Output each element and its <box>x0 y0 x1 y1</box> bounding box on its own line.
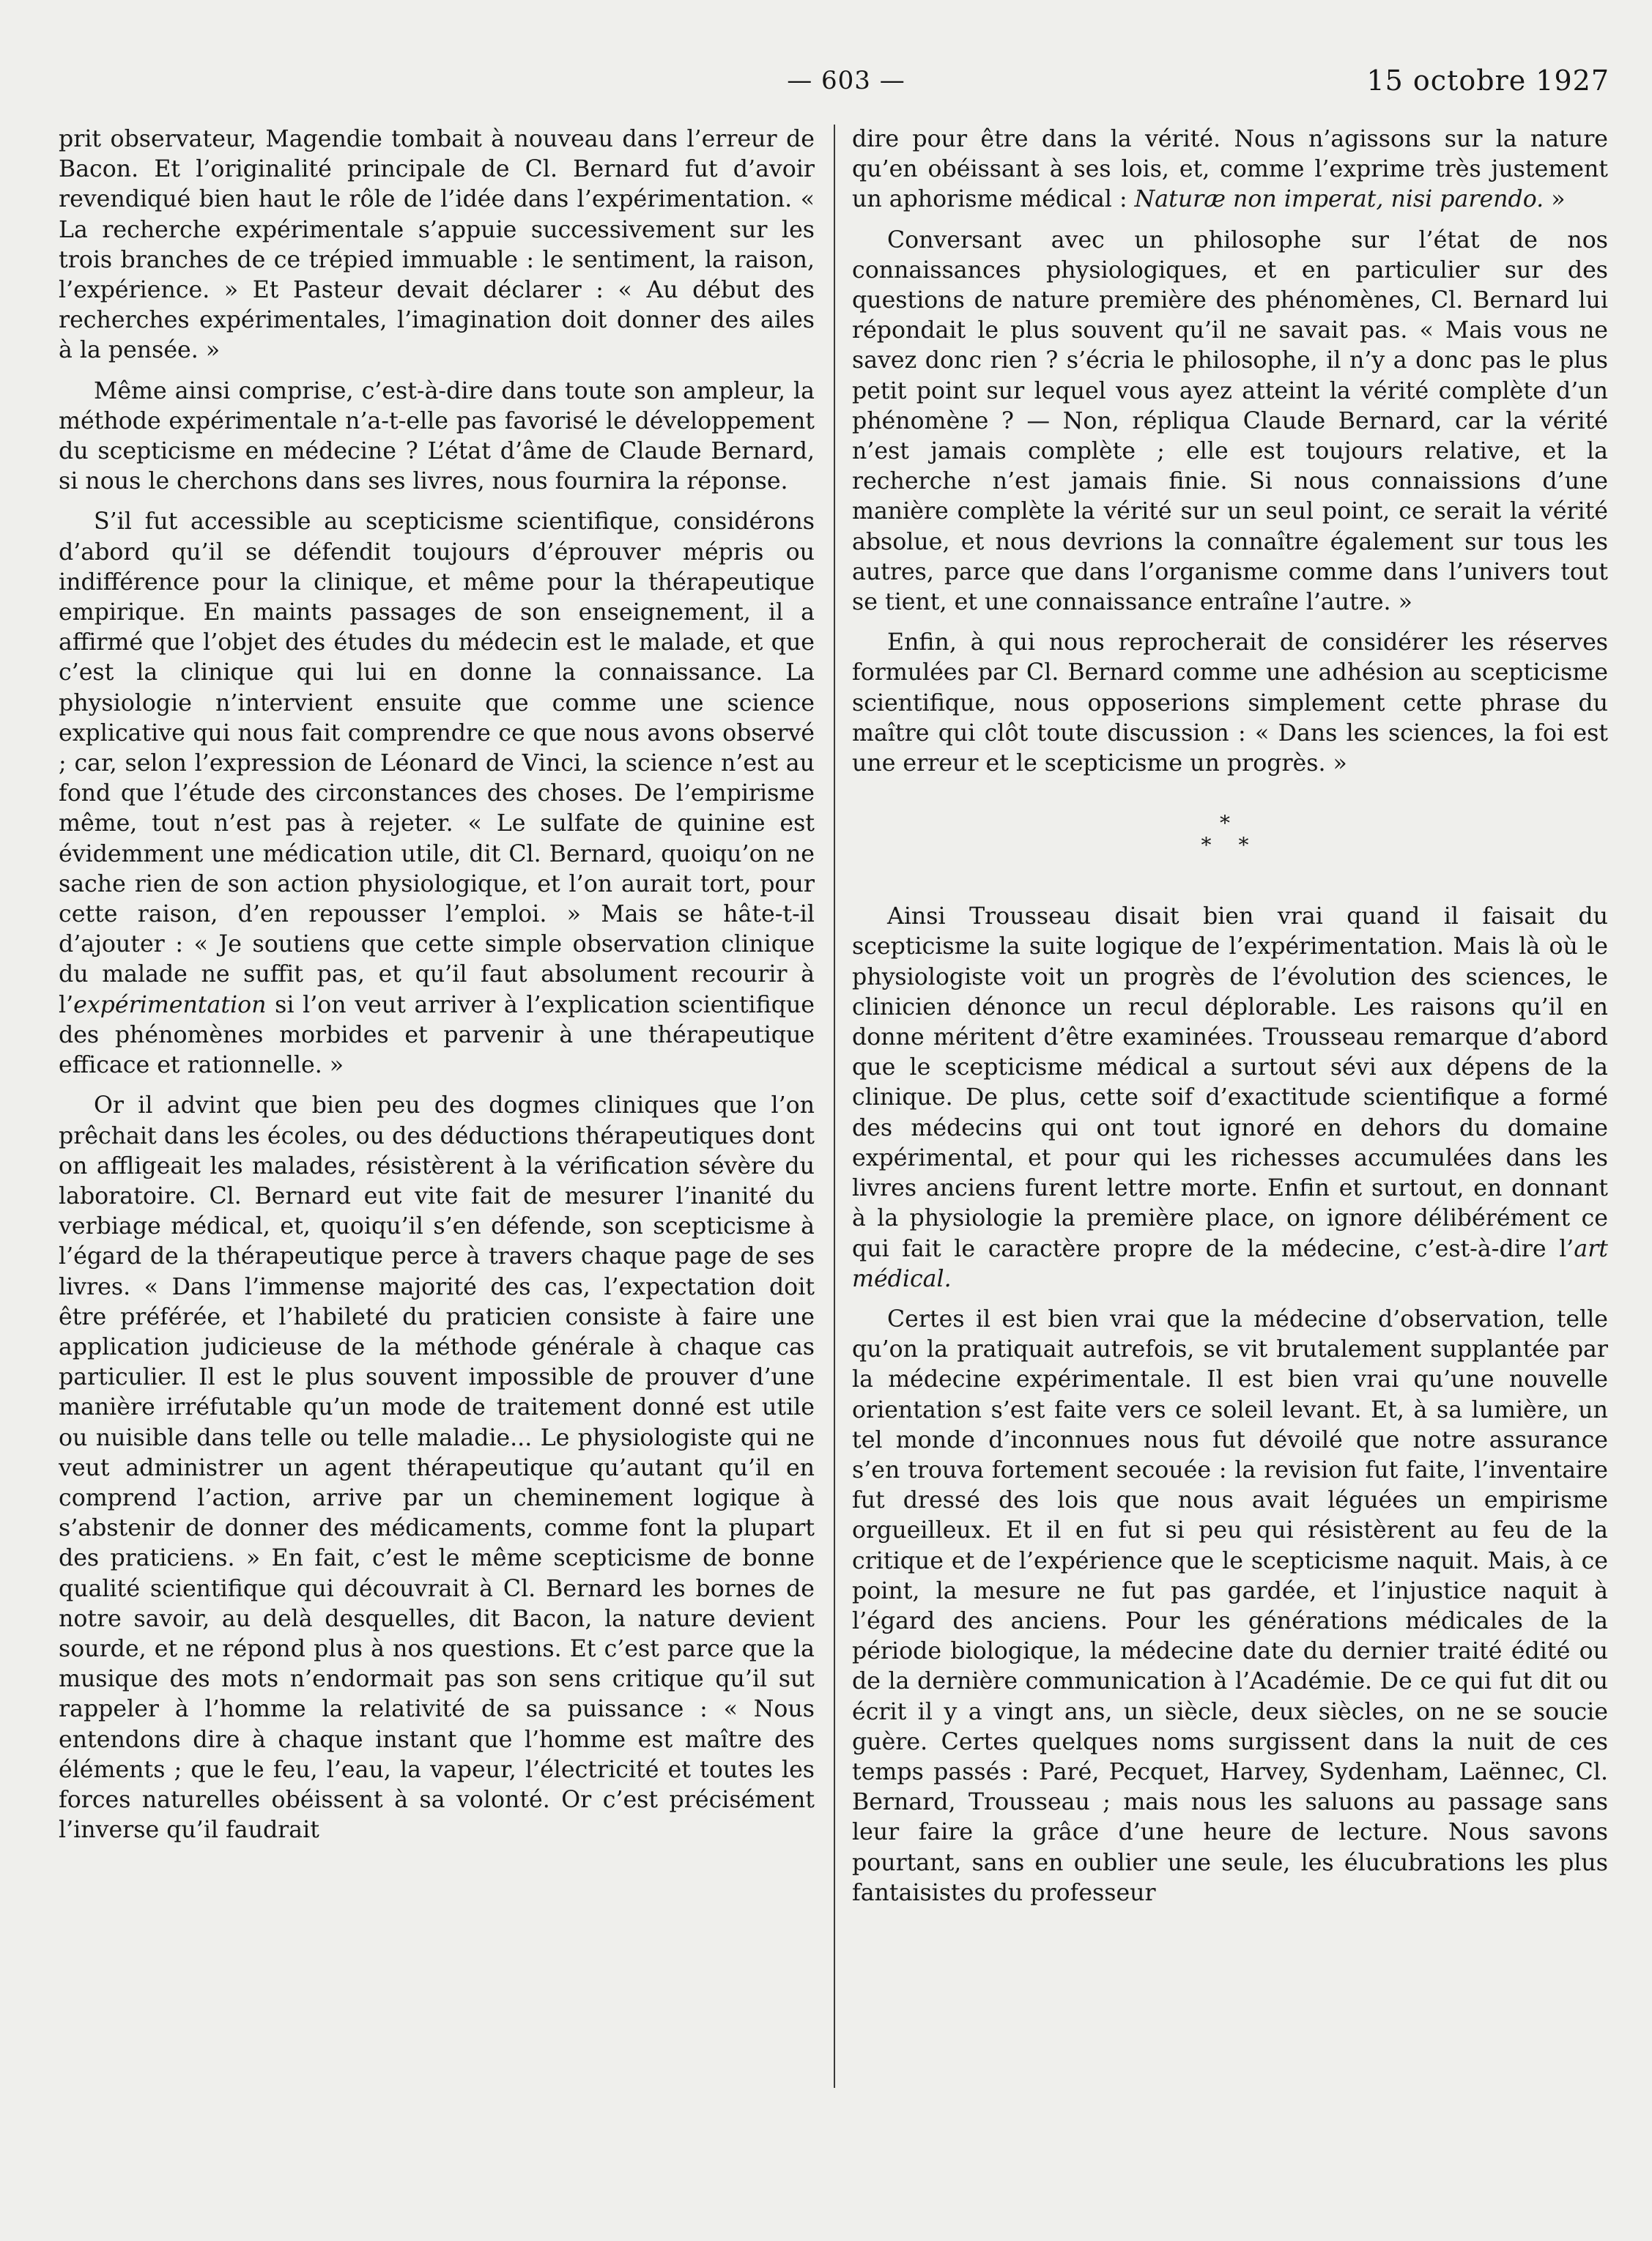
italic-term: expérimentation <box>73 991 267 1018</box>
column-divider <box>834 125 835 2088</box>
paragraph-text: Ainsi Trousseau disait bien vrai quand il faisait du scepticisme la suite logique de l’expérimentation. Mais là où le physiologiste voit un progrès de l’évolution des sciences, le clinicien dénonce un recul déplorable. Les raisons qu’il en donne méritent d’être examinées. Trousseau remarque d’abord que le scepticisme médical a surtout sévi aux dépens de la clinique. De plus, cette soif d’exactitude scientifique a formé des médecins qui ont tout ignoré en dehors du domaine expérimental, et pour qui les richesses accumulées dans les livres anciens furent lettre morte. Enfin et surtout, en donnant à la physiologie la première place, on ignore délibérément ce qui fait le caractère propre de la médecine, c’est-à-dire l’ <box>852 903 1608 1262</box>
page-header <box>0 0 1652 110</box>
paragraph: Enfin, à qui nous reprocherait de considérer les réserves formulées par Cl. Bernard comme une adhésion au scepticisme scientifique, nous opposerions simplement cette phrase du maître qui clôt toute discussion : « Dans les sciences, la foi est une erreur et le scepticisme un progrès. » <box>852 629 1608 777</box>
right-column <box>852 125 1608 2218</box>
paragraph: Conversant avec un philosophe sur l’état de nos connaissances physiologiques, et en particulier sur des questions de nature première des phénomènes, Cl. Bernard lui répondait le plus souvent qu’il ne savait pas. « Mais vous ne savez donc rien ? s’écria le philosophe, il n’y a donc pas le plus petit point sur lequel vous ayez atteint la vérité complète d’un phénomène ? — Non, répliqua Claude Bernard, car la vérité n’est jamais complète ; elle est toujours relative, et la recherche n’est jamais finie. Si nous connaissions d’une manière complète la vérité sur un seul point, ce serait la vérité absolue, et nous devrions la connaître également sur tous les autres, parce que dans l’organisme comme dans l’univers tout se tient, et une connaissance entraîne l’autre. » <box>852 226 1608 616</box>
paragraph <box>852 125 1608 215</box>
paragraph: Même ainsi comprise, c’est-à-dire dans toute son ampleur, la méthode expérimentale n’a-t-elle pas favorisé le développement du scepticisme en médecine ? L’état d’âme de Claude Bernard, si nous le cherchons dans ses livres, nous fournira la réponse. <box>59 377 815 495</box>
left-column <box>59 125 815 2218</box>
paragraph-text: dire pour être dans la vérité. Nous n’agissons sur la nature qu’en obéissant à ses lois, et, comme l’exprime très justement un aphorisme médical : <box>852 126 1608 213</box>
italic-term: art médical. <box>852 1235 1608 1292</box>
paragraph-text: S’il fut accessible au scepticisme scientifique, considérons d’abord qu’il se défendit toujours d’éprouver mépris ou indifférence pour la clinique, et même pour la thérapeutique empirique. En maints passages de son enseignement, il a affirmé que l’objet des études du médecin est le malade, et que c’est la clinique qui lui en donne la connaissance. La physiologie n’intervient ensuite que comme une science explicative qui nous fait comprendre ce que nous avons observé ; car, selon l’expression de Léonard de Vinci, la science n’est au fond que l’étude des circonstances des choses. De l’empirisme même, tout n’est pas à rejeter. « Le sulfate de quinine est évidemment une médication utile, dit Cl. Bernard, quoiqu’on ne sache rien de son action physiologique, et l’on aurait tort, pour cette raison, d’en repousser l’emploi. » Mais se hâte-t-il d’ajouter : « Je soutiens que cette simple observation clinique du malade ne suffit pas, et qu’il faut absolument recourir à l’ <box>59 508 815 1018</box>
latin-aphorism: Naturæ non imperat, nisi parendo. <box>1134 186 1544 213</box>
separator-star: * <box>1220 811 1240 836</box>
page-number: — 603 — <box>787 66 905 95</box>
paragraph <box>59 507 815 1081</box>
paragraph: Certes il est bien vrai que la médecine d’observation, telle qu’on la pratiquait autrefois, se vit brutalement supplantée par la médecine expérimentale. Il est bien vrai qu’une nouvelle orientation s’est faite vers ce soleil levant. Et, à sa lumière, un tel monde d’inconnues nous fut dévoilé que notre assurance s’en trouva fortement secouée : la revision fut faite, l’inventaire fut dressé des lois que nous avait léguées un empirisme orgueilleux. Et il en fut si peu qui résistèrent au feu de la critique et de l’expérience que le scepticisme naquit. Mais, à ce point, la mesure ne fut pas gardée, et l’injustice naquit à l’égard des anciens. Pour les générations médicales de la période biologique, la médecine date du dernier traité édité ou de la dernière communication à l’Académie. De ce qui fut dit ou écrit il y a vingt ans, un siècle, deux siècles, on ne se soucie guère. Certes quelques noms surgissent dans la nuit de ces temps passés : Paré, Pecquet, Harvey, Sydenham, Laënnec, Cl. Bernard, Trousseau ; mais nous les saluons au passage sans leur faire la grâce d’une heure de lecture. Nous savons pourtant, sans en oublier une seule, les élucubrations les plus fantaisistes du professeur <box>852 1305 1608 1906</box>
paragraph <box>852 902 1608 1294</box>
separator-stars: * * <box>1201 833 1259 858</box>
paragraph-text: » <box>1544 186 1566 213</box>
paragraph: Or il advint que bien peu des dogmes cliniques que l’on prêchait dans les écoles, ou des déductions thérapeutiques dont on affligeait les malades, résistèrent à la vérification sévère du laboratoire. Cl. Bernard eut vite fait de mesurer l’inanité du verbiage médical, et, quoiqu’il s’en défende, son scepticisme à l’égard de la thérapeutique perce à travers chaque page de ses livres. « Dans l’immense majorité des cas, l’expectation doit être préférée, et l’habileté du praticien consiste à faire une application judicieuse de la méthode générale à chaque cas particulier. Il est le plus souvent impossible de prouver d’une manière irréfutable qu’un mode de traitement donné est utile ou nuisible dans telle ou telle maladie... Le physiologiste qui ne veut administrer un agent thérapeutique qu’autant qu’il en comprend l’action, arrive par un cheminement logique à s’abstenir de donner des médicaments, comme font la plupart des praticiens. » En fait, c’est le même scepticisme de bonne qualité scientifique qui découvrait à Cl. Bernard les bornes de notre savoir, au delà desquelles, dit Bacon, la nature devient sourde, et ne répond plus à nos questions. Et c’est parce que la musique des mots n’endormait pas son sens critique qu’il sut rappeler à l’homme la relativité de sa puissance : « Nous entendons dire à chaque instant que l’homme est maître des éléments ; que le feu, l’eau, la vapeur, l’électricité et toutes les forces naturelles obéissent à sa volonté. Or c’est précisément l’inverse qu’il faudrait <box>59 1092 815 1844</box>
issue-date: 15 octobre 1927 <box>1366 64 1610 97</box>
paragraph: prit observateur, Magendie tombait à nouveau dans l’erreur de Bacon. Et l’originalité principale de Cl. Bernard fut d’avoir revendiqué bien haut le rôle de l’idée dans l’expérimentation. « La recherche expérimentale s’appuie successivement sur les trois branches de ce trépied immuable : le sentiment, la raison, l’expérience. » Et Pasteur devait déclarer : « Au début des recherches expérimentales, l’imagination doit donner des ailes à la pensée. » <box>59 126 815 364</box>
section-separator <box>852 812 1608 856</box>
paragraph-text: si l’on veut arriver à l’explication scientifique des phénomènes morbides et parvenir à une thérapeutique efficace et rationnelle. » <box>59 991 815 1079</box>
